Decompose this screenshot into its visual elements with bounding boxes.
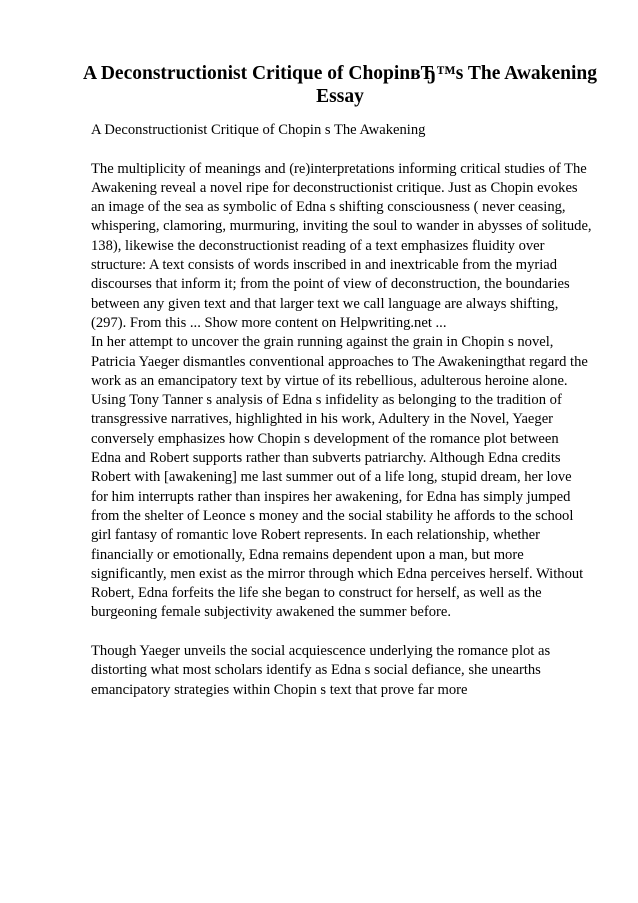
document-title: A Deconstructionist Critique of ChopinвЂ™s The Awakening Essay bbox=[82, 63, 598, 107]
paragraph-1: The multiplicity of meanings and (re)interpretations informing critical studies of The Awakening reveal a novel ripe for deconstructionist critique. Just as Chopin evokes an image of the sea as symbolic of Edna s shifting consciousness ( never ceasing, whispering, clamoring, murmuring, inviting the soul to wander in abysses of solitude, 138), likewise the deconstructionist reading of a text emphasizes fluidity over structure: A text consists of words inscribed in and inextricable from the myriad discourses that inform it; from the point of view of deconstruction, the boundaries between any given text and that larger text we call language are always shifting, (297). From this ... Show more content on Helpwriting.net ... bbox=[91, 160, 592, 331]
paragraph-2: In her attempt to uncover the grain running against the grain in Chopin s novel, Patricia Yaeger dismantles conventional approaches to The Awakeningthat regard the work as an emancipatory text by virtue of its rebellious, adulterous heroine alone. Using Tony Tanner s analysis of Edna s infidelity as belonging to the tradition of transgressive narratives, highlighted in his work, Adultery in the Novel, Yaeger conversely emphasizes how Chopin s development of the romance plot between Edna and Robert supports rather than subverts patriarchy. Although Edna credits Robert with [awakening] me last summer out of a life long, stupid dream, her love for him interrupts rather than inspires her awakening, for Edna has simply jumped from the shelter of Leonce s money and the social stability he affords to the school girl fantasy of romantic love Robert represents. In each relationship, whether financially or emotionally, Edna remains dependent upon a man, but more significantly, men exist as the mirror through which Edna perceives herself. Without Robert, Edna forfeits the life she began to construct for herself, as well as the burgeoning female subjectivity awakened the summer before. bbox=[91, 334, 588, 621]
document-subtitle: A Deconstructionist Critique of Chopin s The Awakening bbox=[91, 122, 426, 138]
paragraph-3: Though Yaeger unveils the social acquiescence underlying the romance plot as distorting what most scholars identify as Edna s social defiance, she unearths emancipatory strategies within Chopin s text that prove far more bbox=[91, 643, 551, 698]
document-body bbox=[91, 121, 592, 700]
